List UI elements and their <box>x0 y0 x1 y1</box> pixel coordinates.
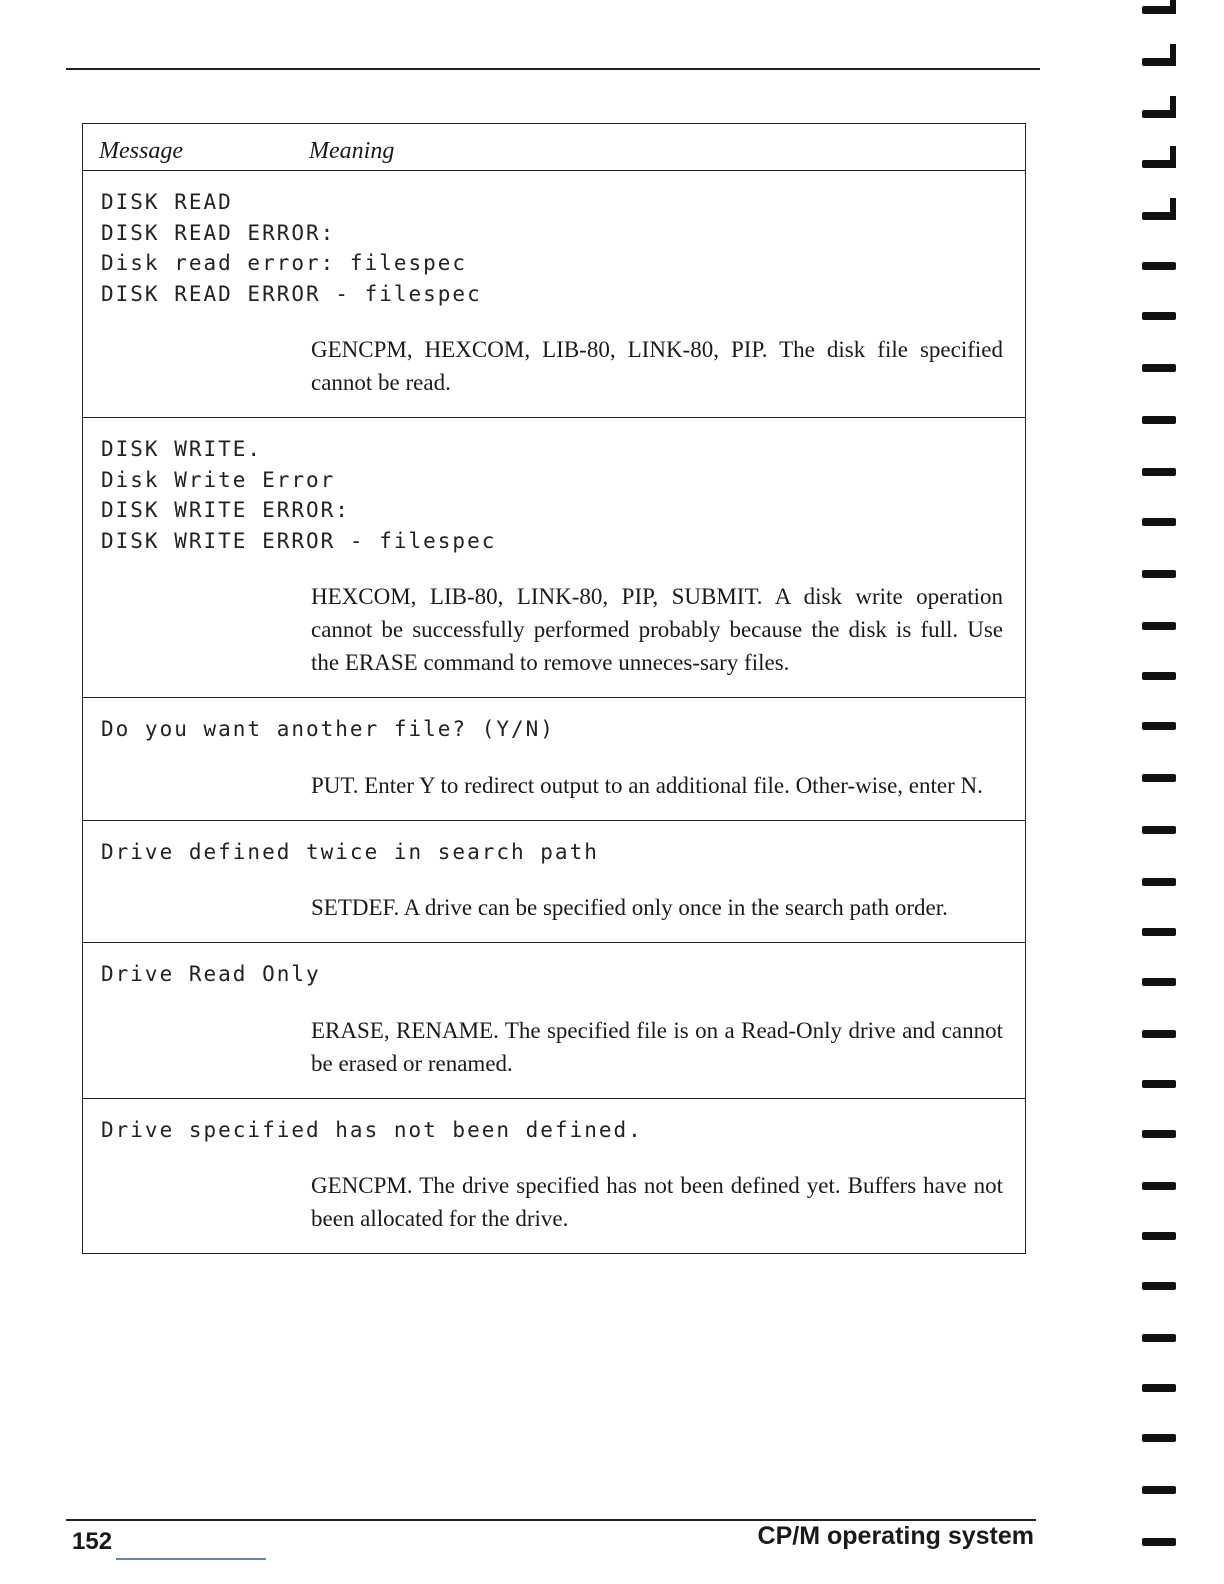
bottom-rule <box>66 1519 1036 1521</box>
thumb-tab <box>1142 416 1176 424</box>
message-codes <box>101 837 1007 868</box>
meaning-column-header: Meaning <box>309 138 395 164</box>
table-header <box>83 124 1025 171</box>
thumb-tab <box>1142 364 1176 372</box>
thumb-tab <box>1142 570 1176 578</box>
thumb-tab <box>1142 1538 1176 1546</box>
thumb-tab <box>1142 1182 1176 1190</box>
message-line: DISK WRITE. <box>101 437 263 461</box>
thumb-tab <box>1142 1030 1176 1038</box>
message-line: Disk read error: filespec <box>101 251 468 275</box>
table-row <box>83 418 1025 698</box>
message-meaning: GENCPM. The drive specified has not been defined yet. Buffers have not been allocated for the drive. <box>311 1173 1003 1231</box>
thumb-tab <box>1142 672 1176 680</box>
message-meaning: SETDEF. A drive can be specified only once in the search path order. <box>311 895 948 920</box>
table-row <box>83 821 1025 944</box>
message-meaning: ERASE, RENAME. The specified file is on a Read-Only drive and cannot be erased or renamed. <box>311 1017 1003 1076</box>
thumb-tab <box>1142 722 1176 730</box>
message-line: DISK WRITE ERROR - filespec <box>101 528 497 553</box>
message-column-header: Message <box>99 138 183 164</box>
thumb-tab <box>1142 1334 1176 1342</box>
thumb-tab <box>1142 212 1176 220</box>
message-codes <box>101 434 1007 556</box>
message-codes <box>101 1115 1007 1146</box>
margin-thumb-tabs <box>1140 0 1224 1584</box>
message-line: Disk Write Error <box>101 467 336 492</box>
message-codes <box>101 714 1007 745</box>
thumb-tab <box>1142 58 1176 66</box>
thumb-tab <box>1142 160 1176 168</box>
message-line: DISK READ ERROR: <box>101 220 336 245</box>
thumb-tab <box>1142 622 1176 630</box>
thumb-tab <box>1142 928 1176 936</box>
message-line: Drive Read Only <box>101 962 321 986</box>
top-rule <box>66 68 1040 70</box>
message-line: Drive specified has not been defined. <box>101 1117 643 1142</box>
thumb-tab <box>1142 978 1176 986</box>
table-row <box>83 1099 1025 1254</box>
thumb-tab <box>1142 1384 1176 1392</box>
thumb-tab <box>1142 312 1176 320</box>
thumb-tab <box>1142 774 1176 782</box>
thumb-tab <box>1142 1486 1176 1494</box>
message-table <box>82 123 1026 1254</box>
message-line: DISK WRITE ERROR: <box>101 498 350 522</box>
message-meaning: GENCPM, HEXCOM, LIB-80, LINK-80, PIP. The disk file specified cannot be read. <box>311 337 1003 395</box>
thumb-tab <box>1142 1282 1176 1290</box>
message-line: Do you want another file? (Y/N) <box>101 717 555 741</box>
thumb-tab <box>1142 110 1176 118</box>
message-line: DISK READ ERROR - filespec <box>101 281 482 306</box>
thumb-tab <box>1142 262 1176 270</box>
thumb-tab <box>1142 518 1176 526</box>
page-number: 152 <box>72 1528 113 1555</box>
running-title: CP/M operating system <box>757 1522 1034 1550</box>
thumb-tab <box>1142 6 1176 14</box>
message-codes <box>101 187 1007 309</box>
message-codes <box>101 959 1007 990</box>
thumb-tab <box>1142 878 1176 886</box>
message-meaning: PUT. Enter Y to redirect output to an additional file. Other-wise, enter N. <box>311 772 983 798</box>
thumb-tab <box>1142 826 1176 834</box>
thumb-tab <box>1142 1130 1176 1138</box>
thumb-tab <box>1142 1232 1176 1240</box>
table-row <box>83 171 1025 418</box>
thumb-tab <box>1142 1080 1176 1088</box>
thumb-tab <box>1142 468 1176 476</box>
message-line: Drive defined twice in search path <box>101 839 599 864</box>
table-row <box>83 698 1025 821</box>
page-number-underline <box>116 1558 266 1560</box>
thumb-tab <box>1142 1434 1176 1442</box>
message-meaning: HEXCOM, LIB-80, LINK-80, PIP, SUBMIT. A disk write operation cannot be successfully performed probably because the disk is full. Use the ERASE command to remove unneces-sary files. <box>311 584 1003 675</box>
table-row <box>83 943 1025 1099</box>
message-line: DISK READ <box>101 190 233 214</box>
